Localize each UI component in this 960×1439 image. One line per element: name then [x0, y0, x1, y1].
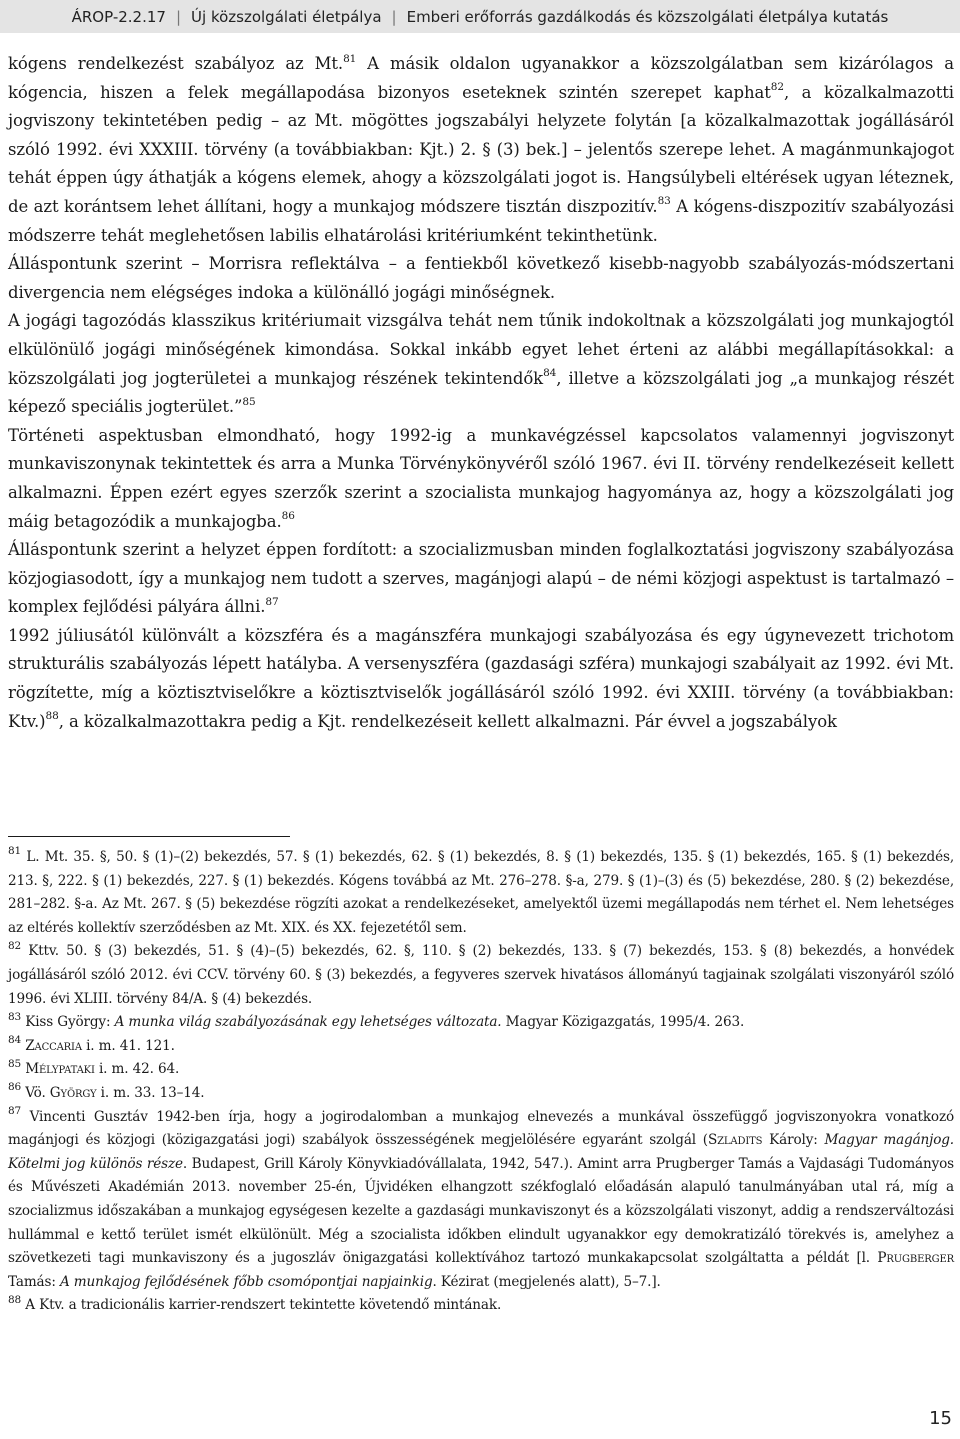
paragraph: kógens rendelkezést szabályoz az Mt.$^{81}$ A másik oldalon ugyanakkor a közszolgálatban sem kizárólagos a kógencia, hiszen a felek megállapodása bizonyos eseteknek szintén szerepet kaphat$^{82}$, a közalkalmazotti jogviszony tekintetében pedig – az Mt. mögöttes jogszabályi helyzete folytán [a közalkalmazottak jogállásáról szóló 1992. évi XXXIII. törvény (a továbbiakban: Kjt.) 2. § (3) bek.] – jelentős szerepe lehet. A magánmunkajogot tehát éppen úgy áthatják a kógens elemek, ahogy a közszolgálati jogot is. Hangsúlybeli eltérések ugyan léteznek, de azt korántsem lehet állítani, hogy a munkajog módszere tisztán diszpozitív.$^{83}$ A kógens-diszpozitív szabályozási módszerre tehát meglehetősen labilis elhatárolási kritériumként tekinthetünk. — [8, 52, 954, 245]
paragraph: Álláspontunk szerint a helyzet éppen fordított: a szocializmusban minden foglalkoztatási jogviszony szabályozása közjogiasodott, így a munkajog nem tudott a szerves, magánjogi alapú – de némi közjogi aspektust is tartalmazó – komplex fejlődési pályára állni.$^{87}$ — [8, 540, 954, 617]
running-header — [0, 0, 960, 33]
footnote: $^{83}$ Kiss György: A munka világ szabályozásának egy lehetséges változata. Magyar Közigazgatás, 1995/4. 263. — [8, 1010, 745, 1031]
footnote: $^{86}$ Vö. György i. m. 33. 13–14. — [8, 1081, 205, 1101]
footnote-ref[interactable]: 88 — [45, 710, 59, 723]
cited-title: A munkajog fejlődésének főbb csomópontjai napjainkig — [59, 1273, 433, 1290]
project-subtitle: Emberi erőforrás gazdálkodás és közszolgálati életpálya kutatás — [406, 7, 889, 26]
cited-title: A munka világ szabályozásának egy lehetséges változata. — [114, 1014, 502, 1031]
footnote: $^{84}$ Zaccaria i. m. 41. 121. — [8, 1034, 175, 1054]
footnote-ref[interactable]: 84 — [543, 367, 557, 380]
author-name: György — [49, 1084, 97, 1101]
footnote-number: 83 — [8, 1010, 22, 1023]
footnote: $^{88}$ A Ktv. a tradicionális karrier-rendszert tekintette követendő mintának. — [8, 1293, 502, 1314]
footnote-ref[interactable]: 81 — [343, 52, 357, 65]
paragraph: Álláspontunk szerint – Morrisra reflektálva – a fentiekből következő kisebb-nagyobb szabályozás-módszertani divergencia nem elégséges indoka a különálló jogági minőségnek. — [8, 254, 954, 302]
footnote-number: 88 — [8, 1293, 22, 1306]
footnotes — [8, 846, 954, 1318]
footnote: $^{82}$ Kttv. 50. § (3) bekezdés, 51. § (4)–(5) bekezdés, 62. §, 110. § (2) bekezdés, 133. § (7) bekezdés, 153. § (8) bekezdés, a honvédek jogállásáról szóló 2012. évi CCV. törvény 60. § (3) bekezdés, a fegyveres szervek hivatásos állományú tagjainak szolgálati viszonyáról szóló 1996. évi XLIII. törvény 84/A. § (4) bekezdés. — [8, 939, 954, 1007]
footnote-ref[interactable]: 86 — [281, 510, 295, 522]
footnote: $^{87}$ Vincenti Gusztáv 1942-ben írja, hogy a jogirodalomban a munkajog elnevezés a munkával összefüggő jogviszonyokra vonatkozó magánjogi és közjogi (közigazgatási jogi) szabályok összességének megjelölésére egyaránt szolgál (Szladits Károly: Magyar magánjog. Kötelmi jog különös része. Budapest, Grill Károly Könyvkiadóvállalata, 1942, 547.). Amint arra Prugberger Tamás a Vajdasági Tudományos és Művészeti Akadémián 2013. november 25-én, Újvidéken elhangzott székfoglaló előadásán alapuló tanulmányában utal rá, míg a szocializmus időszakában a munkajog egységesen kezelte a gazdasági munkaviszonyt és a közszolgálati viszonyt, addig a rendszerváltozási hullámmal e kettő terület ismét elkülönült. Még a szocialista időkben elindult ugyanakkor egy demokratizáló törekvés is, amelyhez a szövetkezeti tagi munkaviszony és a jugoszláv önigazgatási kollektívához tartozó munkakapcsolat szolgáltatta a példát [l. Prugberger Tamás: A munkajog fejlődésének főbb csomópontjai napjainkig. Kézirat (megjelenés alatt), 5–7.]. — [8, 1105, 955, 1290]
footnote-ref[interactable]: 83 — [657, 195, 671, 208]
project-code: ÁROP-2.2.17 — [71, 7, 166, 26]
footnote-number: 86 — [8, 1081, 22, 1094]
footnote-number: 84 — [8, 1034, 22, 1047]
footnote-ref[interactable]: 85 — [242, 395, 256, 408]
footnote-ref[interactable]: 82 — [770, 81, 784, 94]
paragraph: Történeti aspektusban elmondható, hogy 1992-ig a munkavégzéssel kapcsolatos valamennyi jogviszonyt munkaviszonynak tekintettek és arra a Munka Törvénykönyvéről szóló 1967. évi II. törvény rendelkezéseit kellett alkalmazni. Éppen ezért egyes szerzők szerint a szocialista munkajog hagyománya az, hogy a közszolgálati jog máig betagozódik a munkajogba.$^{86}$ — [8, 425, 954, 531]
footnote-number: 81 — [8, 845, 22, 858]
author-name: Zaccaria — [25, 1037, 82, 1054]
project-title: Új közszolgálati életpálya — [191, 7, 382, 26]
footnote-number: 85 — [8, 1057, 22, 1070]
header-separator: | — [175, 7, 182, 26]
author-name: Szladits — [707, 1132, 763, 1149]
footnote-number: 82 — [8, 939, 22, 952]
footnote-divider — [8, 836, 290, 837]
footnote: $^{81}$ L. Mt. 35. §, 50. § (1)–(2) bekezdés, 57. § (1) bekezdés, 62. § (1) bekezdés, 8. § (1) bekezdés, 135. § (1) bekezdés, 165. § (1) bekezdés, 213. §, 222. § (1) bekezdés, 227. § (1) bekezdés. Kógens továbbá az Mt. 276–278. §-a, 279. § (1)–(3) és (5) bekezdése, 280. § (2) bekezdése, 281–282. §-a. Az Mt. 267. § (5) bekezdése rögzíti azokat a rendelkezéseket, amelyektől üzemi megállapodás nem térhet el. Nem lehetséges az eltérés kollektív szerződésben az Mt. XIX. és XX. fejezetétől sem. — [8, 845, 954, 936]
author-name: Mélypataki — [25, 1061, 95, 1078]
footnote-ref[interactable]: 87 — [265, 595, 279, 608]
footnote: $^{85}$ Mélypataki i. m. 42. 64. — [8, 1057, 180, 1078]
paragraph: A jogági tagozódás klasszikus kritériumait vizsgálva tehát nem tűnik indokoltnak a közszolgálati jog munkajogtól elkülönülő jogági minőségének kimondása. Sokkal inkább egyet lehet érteni az alábbi megállapításokkal: a közszolgálati jog jogterületei a munkajog részének tekintendők$^{84}$, illetve a közszolgálati jog „a munkajog részét képező speciális jogterület.”$^{85}$ — [8, 311, 954, 417]
author-name: Prugberger — [877, 1250, 954, 1267]
cited-title: Magyar magánjog. Kötelmi jog különös része — [8, 1132, 954, 1172]
footnote-number: 87 — [8, 1105, 22, 1117]
header-separator: | — [391, 7, 397, 26]
page-number: 15 — [929, 1408, 952, 1429]
main-text — [8, 50, 954, 736]
paragraph: 1992 júliusától különvált a közszféra és a magánszféra munkajogi szabályozása és egy úgynevezett trichotom strukturális szabályozás lépett hatályba. A versenyszféra (gazdasági szféra) munkajogi szabályait az 1992. évi Mt. rögzítette, míg a köztisztviselőkre a köztisztviselők jogállásáról szóló 1992. évi XXIII. törvény (a továbbiakban: Ktv.)$^{88}$, a közalkalmazottakra pedig a Kjt. rendelkezéseit kellett alkalmazni. Pár évvel a jogszabályok — [8, 625, 954, 731]
